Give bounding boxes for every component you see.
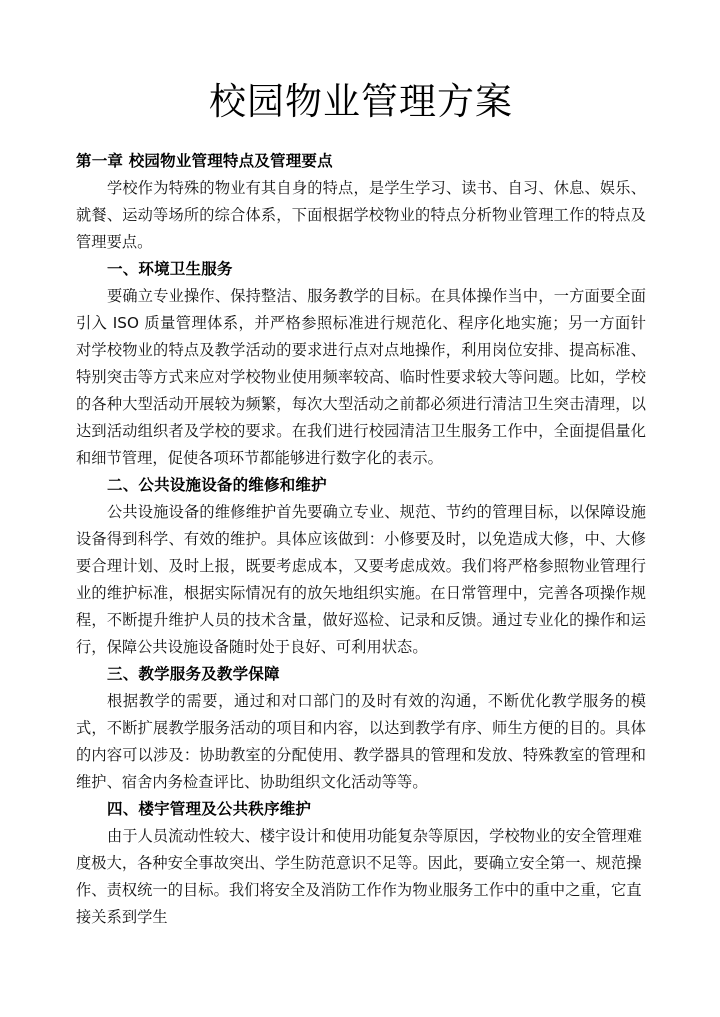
section-paragraph-4: 由于人员流动性较大、楼宇设计和使用功能复杂等原因，学校物业的安全管理难度极大，各种安全事故突出、学生防范意识不足等。因此，要确立安全第一、规范操作、责权统一的目标。我们将安全及消防工作作为物业服务工作中的重中之重，它直接关系到学生 xyxy=(76,826,643,926)
page-title: 校园物业管理方案 xyxy=(209,80,513,123)
section-paragraph-2: 公共设施设备的维修维护首先要确立专业、规范、节约的管理目标，以保障设施设备得到科学、有效的维护。具体应该做到：小修要及时，以免造成大修，中、大修要合理计划、及时上报，既要考虑成本，又要考虑成效。我们将严格参照物业管理行业的维护标准，根据实际情况有的放矢地组织实施。在日常管理中，完善各项操作规程，不断提升维护人员的技术含量，做好巡检、记录和反馈。通过专业化的操作和运行，保障公共设施设备随时处于良好、可利用状态。 xyxy=(76,502,646,656)
chapter-heading: 第一章 校园物业管理特点及管理要点 xyxy=(76,151,333,170)
section-heading-3: 三、教学服务及教学保障 xyxy=(107,664,280,683)
document-content xyxy=(76,0,646,931)
chapter-intro-paragraph: 学校作为特殊的物业有其自身的特点，是学生学习、读书、自习、休息、娱乐、就餐、运动等场所的综合体系，下面根据学校物业的特点分析物业管理工作的特点及管理要点。 xyxy=(76,178,646,251)
section-paragraph-1: 要确立专业操作、保持整洁、服务教学的目标。在具体操作当中，一方面要全面引入 ISO 质量管理体系，并严格参照标准进行规范化、程序化地实施；另一方面针对学校物业的特点及教学活动的要求进行点对点地操作，利用岗位安排、提高标准、特别突击等方式来应对学校物业使用频率较高、临时性要求较大等问题。比如，学校的各种大型活动开展较为频繁，每次大型活动之前都必须进行清洁卫生突击清理，以达到活动组织者及学校的要求。在我们进行校园清洁卫生服务工作中，全面提倡量化和细节管理，促使各项环节都能够进行数字化的表示。 xyxy=(76,286,646,467)
section-heading-4: 四、楼宇管理及公共秩序维护 xyxy=(107,799,312,818)
section-heading-2: 二、公共设施设备的维修和维护 xyxy=(107,475,327,494)
section-heading-1: 一、环境卫生服务 xyxy=(107,259,233,278)
section-paragraph-3: 根据教学的需要，通过和对口部门的及时有效的沟通，不断优化教学服务的模式，不断扩展教学服务活动的项目和内容，以达到教学有序、师生方便的目的。具体的内容可以涉及：协助教室的分配使用、教学器具的管理和发放、特殊教室的管理和维护、宿舍内务检查评比、协助组织文化活动等等。 xyxy=(76,691,646,791)
